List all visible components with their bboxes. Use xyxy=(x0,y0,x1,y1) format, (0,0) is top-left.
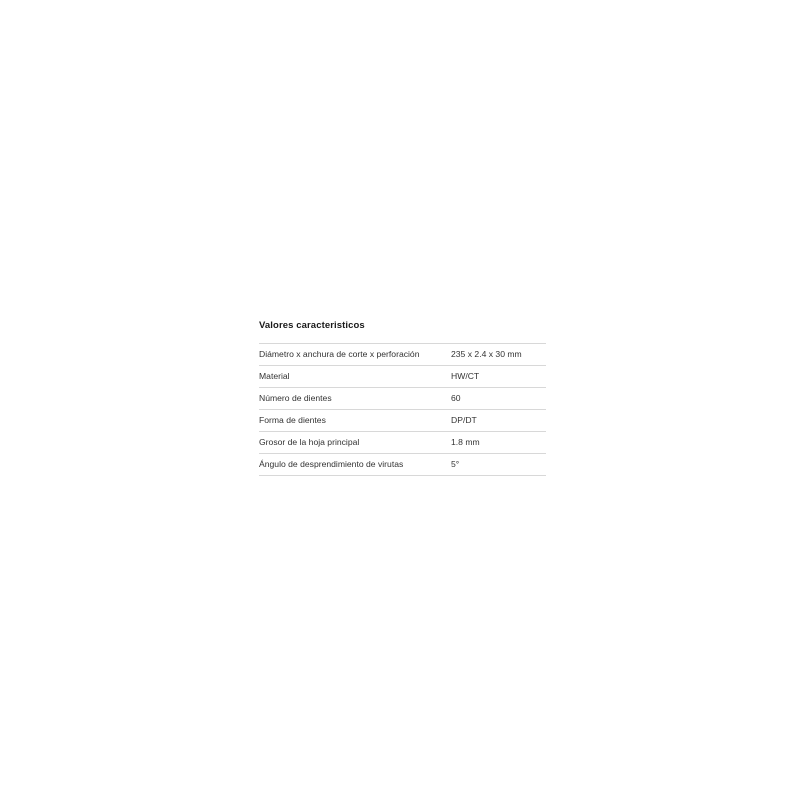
spec-value: 235 x 2.4 x 30 mm xyxy=(451,349,522,359)
spec-value: HW/CT xyxy=(451,371,480,381)
spec-panel-title: Valores caracteristicos xyxy=(259,320,365,331)
spec-label: Material xyxy=(259,371,290,381)
spec-label: Número de dientes xyxy=(259,393,332,403)
spec-value: 1.8 mm xyxy=(451,437,480,447)
spec-label: Ángulo de desprendimiento de virutas xyxy=(259,459,404,469)
table-row xyxy=(259,388,546,410)
table-row xyxy=(259,454,546,476)
spec-value: 5° xyxy=(451,459,460,469)
table-row xyxy=(259,366,546,388)
spec-label: Diámetro x anchura de corte x perforación xyxy=(259,349,420,359)
specification-table xyxy=(259,343,546,476)
table-row xyxy=(259,432,546,454)
spec-label: Grosor de la hoja principal xyxy=(259,437,360,447)
spec-value: 60 xyxy=(451,393,461,403)
specification-panel xyxy=(259,320,544,476)
spec-value: DP/DT xyxy=(451,415,477,425)
spec-label: Forma de dientes xyxy=(259,415,326,425)
table-row xyxy=(259,344,546,366)
table-row xyxy=(259,410,546,432)
